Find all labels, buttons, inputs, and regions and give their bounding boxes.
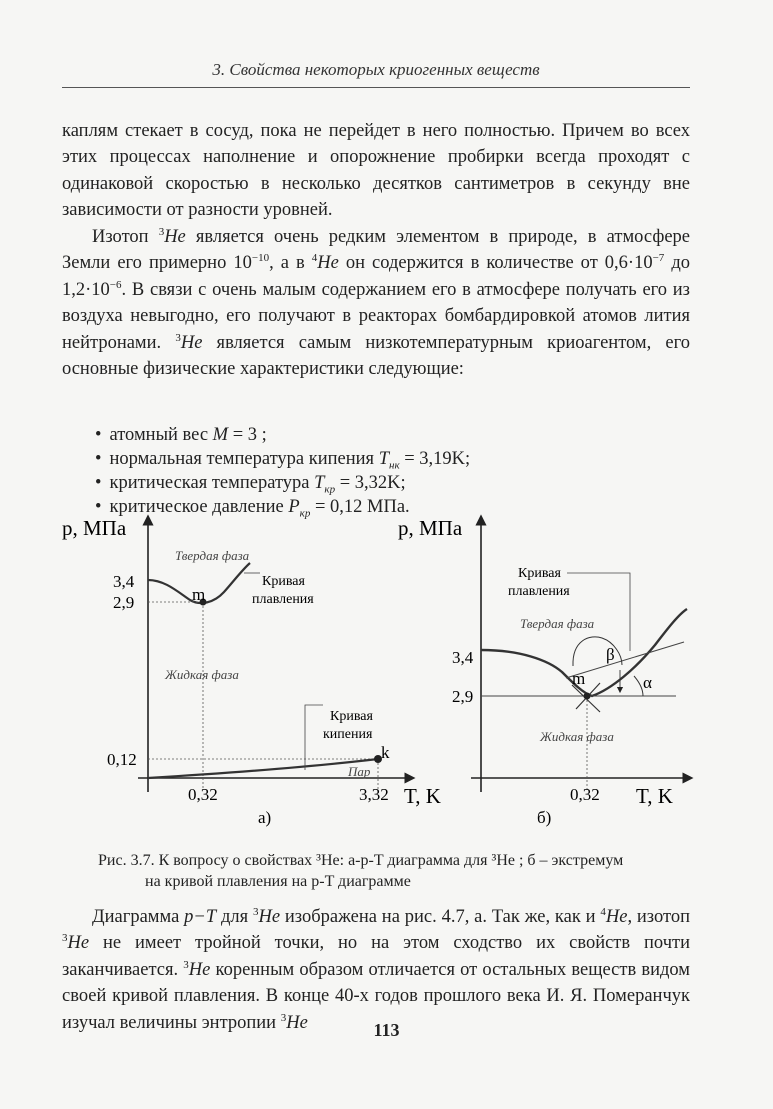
x-tick-0-32-a: 0,32 (188, 785, 218, 804)
point-m-b (584, 693, 591, 700)
x-axis-label-a: T, K (404, 784, 441, 808)
diagram-a (62, 516, 441, 827)
y-tick-3-4-b: 3,4 (452, 648, 474, 667)
y-axis-label-a: p, МПа (62, 516, 127, 540)
y-axis-label-b: p, МПа (398, 516, 463, 540)
list-item: • критическая температура $T_{кр} = 3,32K$; (95, 471, 470, 495)
melting-label-a-2: плавления (252, 592, 314, 607)
solid-phase-label-b: Твердая фаза (520, 616, 595, 631)
diagram-b (398, 516, 688, 827)
point-m-label-a: m (192, 585, 206, 604)
panel-label-b: б) (537, 808, 552, 827)
point-k-label-a: k (381, 743, 390, 762)
melting-label-b-1: Кривая (518, 566, 561, 581)
paragraph-3: Диаграмма p−T для $^3$He изображена на рис. 4.7, а. Так же, как и $^4$He, изотоп $^3$He не имеет тройной точки, но на этом сходство их свойств почти заканчивается. $^3$He коренным образом отличается от остальных веществ видом своей кривой плавления. В конце 40-х годов прошлого века И. Я. Померанчук изучал величины энтропии $^3$He (62, 905, 691, 1033)
paragraph-1: каплям стекает в сосуд, пока не перейдет в него полностью. Причем во всех этих процессах наполнение и опорожнение пробирки всегда проходят с одинаковой скоростью в несколько десятков сантиметров в секунду вне зависимости от разности уровней. (62, 121, 690, 221)
y-tick-2-9-a: 2,9 (113, 593, 135, 612)
caption-line-1: Рис. 3.7. К вопросу о свойствах ³He: а-p-T диаграмма для ³He ; б – экстремум (98, 852, 624, 869)
y-tick-2-9-b: 2,9 (452, 687, 474, 706)
vapor-label-a: Пар (348, 764, 371, 779)
caption-line-2: на кривой плавления на p-T диаграмме (145, 873, 411, 890)
panel-label-a: а) (258, 808, 272, 827)
point-m-label-b: m (572, 669, 586, 688)
x-tick-3-32-a: 3,32 (359, 785, 389, 804)
list-item: • критическое давление $P_{кр} = 0,12$ МПа. (95, 495, 470, 519)
alpha-arc-b (634, 676, 643, 696)
melting-label-b-2: плавления (508, 584, 570, 599)
list-item: • нормальная температура кипения $T_{нк} = 3,19K$; (95, 447, 470, 471)
page-number: 113 (373, 1020, 400, 1040)
running-header: 3. Свойства некоторых криогенных веществ (212, 60, 540, 79)
liquid-phase-label-b: Жидкая фаза (540, 729, 614, 744)
beta-label-b: β (606, 645, 615, 664)
y-tick-0-12-a: 0,12 (107, 750, 137, 769)
x-axis-label-b: T, K (636, 784, 673, 808)
solid-phase-label-a: Твердая фаза (175, 548, 250, 563)
liquid-phase-label-a: Жидкая фаза (165, 667, 239, 682)
melting-leader-b (567, 573, 630, 651)
alpha-label-b: α (643, 673, 652, 692)
list-item: • атомный вес M = 3 ; (95, 423, 470, 447)
boiling-curve-a (148, 759, 378, 778)
boiling-label-a-2: кипения (323, 727, 373, 742)
boiling-leader-a (305, 705, 323, 770)
figure-caption (98, 850, 698, 892)
melting-label-a-1: Кривая (262, 574, 305, 589)
y-tick-3-4-a: 3,4 (113, 572, 135, 591)
boiling-label-a-1: Кривая (330, 709, 373, 724)
x-tick-0-32-b: 0,32 (570, 785, 600, 804)
paragraph-2: Изотоп $^3$He является очень редким элементом в природе, в атмосфере Земли его примерно $10^{-10}$, а в $^4$He он содержится в количестве от $0,6\cdot 10^{-7}$ до $1,2\cdot 10^{-6}$. В связи с очень малым содержанием его в атмосфере получать его из воздуха невыгодно, его получают в реакторах бомбардировкой атомов лития нейтронами. $^3$He является самым низкотемпературным криоагентом, его основные физические характеристики следующие: (62, 225, 691, 380)
